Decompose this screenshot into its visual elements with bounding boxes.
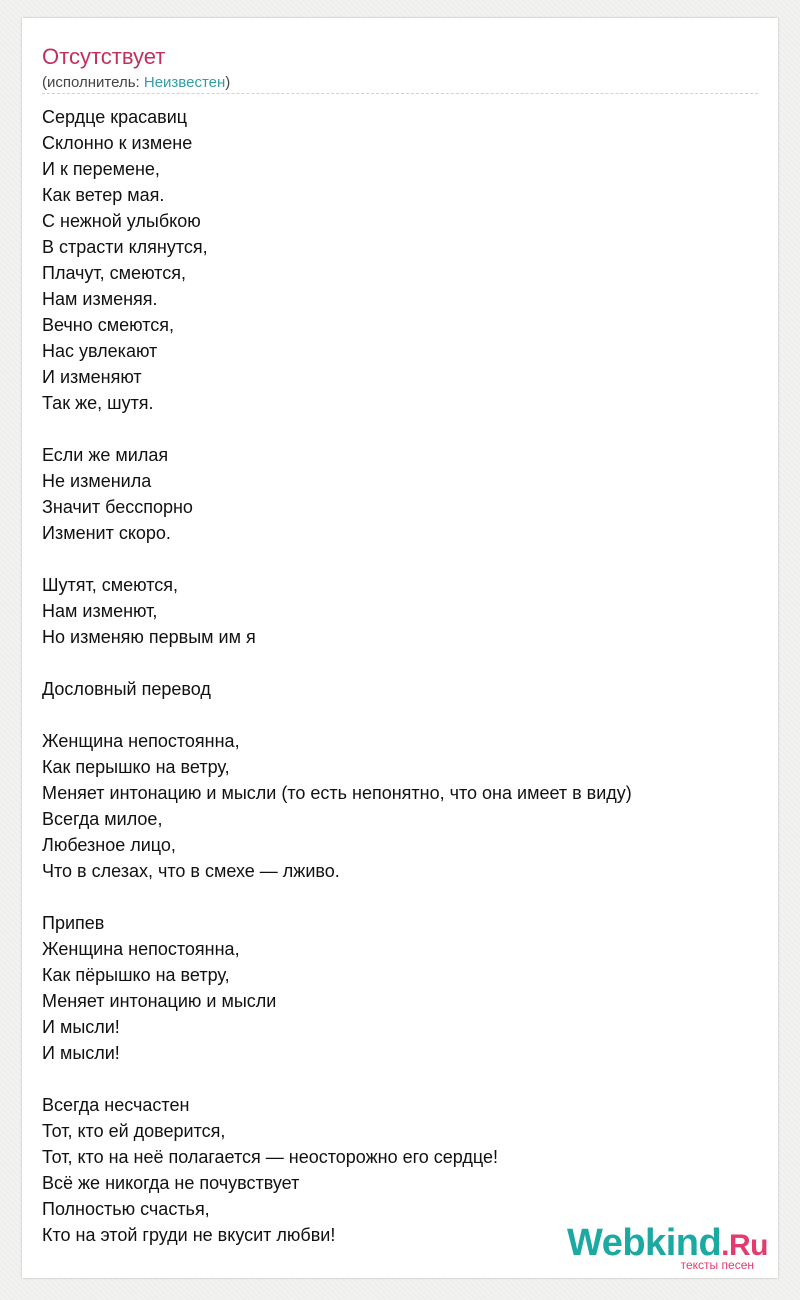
- lyrics-line: Женщина непостоянна,: [42, 939, 240, 959]
- lyrics-line: Полностью счастья,: [42, 1199, 210, 1219]
- lyrics-line: Тот, кто на неё полагается — неосторожно его сердце!: [42, 1147, 499, 1167]
- lyrics-line: Нас увлекают: [42, 341, 158, 361]
- lyrics-line: Если же милая: [42, 445, 169, 465]
- lyrics-line: Но изменяю первым им я: [42, 627, 256, 647]
- lyrics-blank-line: [42, 650, 632, 676]
- lyrics-line: Значит бесспорно: [42, 497, 193, 517]
- lyrics-line: И к перемене,: [42, 159, 160, 179]
- lyrics-line: Так же, шутя.: [42, 393, 154, 413]
- lyrics-line: Сердце красавиц: [42, 107, 188, 127]
- lyrics-line: Припев: [42, 913, 105, 933]
- lyrics-line: Плачут, смеются,: [42, 263, 186, 283]
- lyrics-line: Кто на этой груди не вкусит любви!: [42, 1225, 336, 1245]
- lyrics-line: Всё же никогда не почувствует: [42, 1173, 300, 1193]
- lyrics-line: Нам изменяя.: [42, 289, 158, 309]
- lyrics-line: Любезное лицо,: [42, 835, 176, 855]
- artist-prefix: (исполнитель:: [42, 74, 144, 91]
- artist-suffix: ): [225, 74, 231, 91]
- lyrics-line: Склонно к измене: [42, 133, 193, 153]
- lyrics-line: Тот, кто ей доверится,: [42, 1121, 226, 1141]
- logo-brand-name: Webkind: [567, 1222, 722, 1264]
- lyrics-line: Не изменила: [42, 471, 152, 491]
- lyrics-line: Изменит скоро.: [42, 523, 171, 543]
- lyrics-line: Женщина непостоянна,: [42, 731, 240, 751]
- artist-line: [42, 74, 230, 92]
- lyrics-blank-line: [42, 416, 632, 442]
- lyrics-line: Меняет интонацию и мысли (то есть непонятно, что она имеет в виду): [42, 783, 632, 803]
- lyrics-line: Что в слезах, что в смехе — лживо.: [42, 861, 340, 881]
- lyrics-line: Как пёрышко на ветру,: [42, 965, 230, 985]
- lyrics-blank-line: [42, 1066, 632, 1092]
- logo-tagline: тексты песен: [680, 1258, 754, 1272]
- artist-link[interactable]: Неизвестен: [143, 74, 226, 91]
- lyrics-blank-line: [42, 884, 632, 910]
- lyrics-line: Меняет интонацию и мысли: [42, 991, 277, 1011]
- lyrics-line: Шутят, смеются,: [42, 575, 179, 595]
- lyrics-line: С нежной улыбкою: [42, 211, 201, 231]
- lyrics-line: Нам изменют,: [42, 601, 158, 621]
- lyrics-line: И мысли!: [42, 1043, 120, 1063]
- site-logo[interactable]: [567, 1223, 768, 1272]
- lyrics-blank-line: [42, 546, 632, 572]
- lyrics-line: И мысли!: [42, 1017, 120, 1037]
- song-title: Отсутствует: [42, 44, 166, 69]
- lyrics-line: Всегда несчастен: [42, 1095, 190, 1115]
- lyrics-line: Вечно смеются,: [42, 315, 175, 335]
- lyrics-line: Всегда милое,: [42, 809, 163, 829]
- header-divider: [42, 93, 758, 94]
- lyrics-text: [42, 104, 632, 1248]
- lyrics-line: В страсти клянутся,: [42, 237, 208, 257]
- lyrics-card: [22, 18, 778, 1278]
- lyrics-line: Дословный перевод: [42, 679, 211, 699]
- logo-tld: .Ru: [721, 1229, 768, 1262]
- lyrics-line: Как перышко на ветру,: [42, 757, 230, 777]
- lyrics-blank-line: [42, 702, 632, 728]
- lyrics-line: Как ветер мая.: [42, 185, 165, 205]
- lyrics-line: И изменяют: [42, 367, 142, 387]
